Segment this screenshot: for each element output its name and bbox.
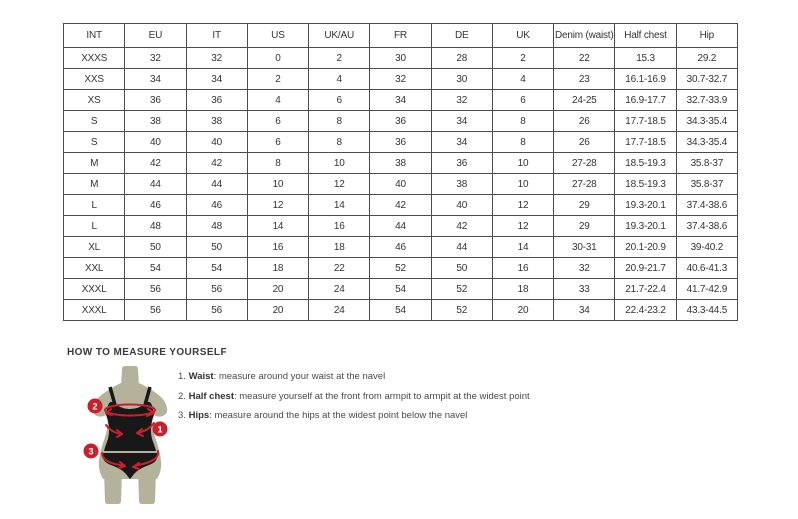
table-cell: 50 [186, 237, 247, 258]
table-cell: 24 [309, 300, 370, 321]
table-cell: 42 [186, 153, 247, 174]
table-cell: 18 [247, 258, 308, 279]
step-label: Hips [188, 410, 210, 421]
table-cell: 33 [554, 279, 615, 300]
table-cell: M [64, 174, 125, 195]
step-text: : measure around your waist at the navel [213, 371, 386, 382]
chest-marker-number: 2 [92, 401, 98, 412]
table-cell: 8 [492, 132, 553, 153]
table-cell: 36 [186, 90, 247, 111]
table-cell: XXXL [64, 300, 125, 321]
table-cell: 2 [309, 48, 370, 69]
table-cell: 20.1-20.9 [615, 237, 676, 258]
table-cell: 56 [186, 279, 247, 300]
table-cell: 36 [370, 111, 431, 132]
table-cell: 10 [309, 153, 370, 174]
table-cell: 16.9-17.7 [615, 90, 676, 111]
table-row [64, 237, 738, 258]
mannequin-figure [76, 365, 184, 505]
table-cell: 34.3-35.4 [676, 132, 737, 153]
measure-heading: HOW TO MEASURE YOURSELF [67, 347, 227, 358]
table-cell: 18.5-19.3 [615, 174, 676, 195]
table-cell: 34 [370, 90, 431, 111]
table-cell: M [64, 153, 125, 174]
table-cell: 22 [309, 258, 370, 279]
table-cell: 29 [554, 216, 615, 237]
table-cell: 21.7-22.4 [615, 279, 676, 300]
table-cell: 46 [125, 195, 186, 216]
column-header: Hip [676, 24, 737, 48]
table-cell: 44 [431, 237, 492, 258]
table-cell: XXL [64, 258, 125, 279]
table-cell: 34.3-35.4 [676, 111, 737, 132]
table-cell: L [64, 216, 125, 237]
size-chart-table [63, 23, 738, 321]
table-cell: 37.4-38.6 [676, 195, 737, 216]
table-cell: 2 [492, 48, 553, 69]
table-cell: 20.9-21.7 [615, 258, 676, 279]
table-cell: 43.3-44.5 [676, 300, 737, 321]
table-cell: 16 [492, 258, 553, 279]
table-cell: XS [64, 90, 125, 111]
table-cell: 52 [431, 279, 492, 300]
table-row [64, 48, 738, 69]
table-cell: 52 [431, 300, 492, 321]
table-cell: 41.7-42.9 [676, 279, 737, 300]
table-cell: 6 [247, 111, 308, 132]
step-number: 1. [178, 371, 186, 382]
table-cell: 16 [247, 237, 308, 258]
table-cell: 44 [186, 174, 247, 195]
step-number: 3. [178, 410, 186, 421]
column-header: Half chest [615, 24, 676, 48]
column-header: IT [186, 24, 247, 48]
table-row [64, 111, 738, 132]
table-cell: 40.6-41.3 [676, 258, 737, 279]
table-row [64, 69, 738, 90]
header-row [64, 24, 738, 48]
table-cell: 34 [554, 300, 615, 321]
step-label: Half chest [188, 390, 234, 402]
table-cell: 30.7-32.7 [676, 69, 737, 90]
column-header: DE [431, 24, 492, 48]
table-cell: 14 [309, 195, 370, 216]
table-cell: 27-28 [554, 174, 615, 195]
table-cell: 50 [125, 237, 186, 258]
column-header: EU [125, 24, 186, 48]
table-cell: 50 [431, 258, 492, 279]
table-cell: 17.7-18.5 [615, 111, 676, 132]
column-header: FR [370, 24, 431, 48]
table-cell: 12 [247, 195, 308, 216]
table-cell: 46 [370, 237, 431, 258]
table-cell: 4 [492, 69, 553, 90]
table-cell: 56 [125, 300, 186, 321]
table-cell: 30-31 [554, 237, 615, 258]
table-row [64, 174, 738, 195]
table-cell: 18.5-19.3 [615, 153, 676, 174]
step-text: : measure yourself at the front from armpit to armpit at the widest point [233, 390, 530, 402]
measure-step-half-chest [178, 392, 530, 402]
table-cell: XXXL [64, 279, 125, 300]
table-cell: 8 [492, 111, 553, 132]
table-cell: 28 [431, 48, 492, 69]
step-text: : measure around the hips at the widest point below the navel [209, 410, 468, 421]
table-cell: 36 [370, 132, 431, 153]
table-cell: 10 [492, 174, 553, 195]
table-cell: 34 [186, 69, 247, 90]
table-cell: 6 [247, 132, 308, 153]
table-cell: 54 [370, 279, 431, 300]
table-cell: 37.4-38.6 [676, 216, 737, 237]
measure-steps [178, 372, 530, 431]
table-cell: 38 [370, 153, 431, 174]
measure-step-waist [178, 372, 530, 382]
table-cell: 19.3-20.1 [615, 195, 676, 216]
table-cell: 46 [186, 195, 247, 216]
table-cell: 12 [492, 216, 553, 237]
table-cell: S [64, 111, 125, 132]
table-cell: 26 [554, 111, 615, 132]
column-header: INT [64, 24, 125, 48]
table-cell: 32 [554, 258, 615, 279]
table-cell: 54 [125, 258, 186, 279]
table-cell: 16 [309, 216, 370, 237]
table-cell: 6 [309, 90, 370, 111]
table-row [64, 216, 738, 237]
table-cell: 12 [309, 174, 370, 195]
table-cell: XXXS [64, 48, 125, 69]
table-cell: 42 [125, 153, 186, 174]
table-cell: 32 [186, 48, 247, 69]
column-header: UK/AU [309, 24, 370, 48]
table-cell: 19.3-20.1 [615, 216, 676, 237]
table-cell: S [64, 132, 125, 153]
table-cell: 32.7-33.9 [676, 90, 737, 111]
table-cell: 18 [492, 279, 553, 300]
table-cell: 20 [492, 300, 553, 321]
table-cell: 35.8-37 [676, 174, 737, 195]
table-cell: 52 [370, 258, 431, 279]
table-cell: 22 [554, 48, 615, 69]
table-cell: 44 [370, 216, 431, 237]
table-cell: 17.7-18.5 [615, 132, 676, 153]
table-cell: 38 [125, 111, 186, 132]
table-cell: 2 [247, 69, 308, 90]
table-cell: 35.8-37 [676, 153, 737, 174]
table-cell: 32 [125, 48, 186, 69]
waist-marker-number: 1 [157, 424, 163, 435]
table-cell: 40 [186, 132, 247, 153]
table-cell: 54 [186, 258, 247, 279]
table-cell: 34 [125, 69, 186, 90]
table-cell: 48 [125, 216, 186, 237]
table-cell: 4 [247, 90, 308, 111]
step-number: 2. [178, 390, 186, 402]
table-cell: 32 [370, 69, 431, 90]
table-cell: 12 [492, 195, 553, 216]
table-cell: 20 [247, 279, 308, 300]
table-cell: 10 [247, 174, 308, 195]
table-row [64, 90, 738, 111]
table-cell: 38 [431, 174, 492, 195]
table-cell: 10 [492, 153, 553, 174]
table-cell: L [64, 195, 125, 216]
table-cell: 54 [370, 300, 431, 321]
table-cell: 42 [431, 216, 492, 237]
table-row [64, 300, 738, 321]
table-cell: 32 [431, 90, 492, 111]
table-row [64, 258, 738, 279]
table-cell: 36 [125, 90, 186, 111]
table-cell: 24-25 [554, 90, 615, 111]
table-cell: 22.4-23.2 [615, 300, 676, 321]
table-row [64, 153, 738, 174]
table-cell: 38 [186, 111, 247, 132]
table-cell: 18 [309, 237, 370, 258]
table-cell: 39-40.2 [676, 237, 737, 258]
table-cell: 23 [554, 69, 615, 90]
table-cell: 42 [370, 195, 431, 216]
table-cell: 29 [554, 195, 615, 216]
table-cell: 6 [492, 90, 553, 111]
table-cell: 44 [125, 174, 186, 195]
table-cell: 8 [247, 153, 308, 174]
measure-step-hips [178, 411, 530, 421]
table-cell: 4 [309, 69, 370, 90]
table-cell: XXS [64, 69, 125, 90]
table-cell: 40 [431, 195, 492, 216]
table-cell: 30 [431, 69, 492, 90]
table-cell: 40 [125, 132, 186, 153]
table-cell: 24 [309, 279, 370, 300]
table-cell: 8 [309, 111, 370, 132]
table-cell: 56 [125, 279, 186, 300]
table-cell: 0 [247, 48, 308, 69]
step-label: Waist [188, 371, 214, 382]
table-cell: 34 [431, 111, 492, 132]
table-row [64, 132, 738, 153]
table-row [64, 279, 738, 300]
table-cell: 27-28 [554, 153, 615, 174]
table-cell: 36 [431, 153, 492, 174]
table-cell: XL [64, 237, 125, 258]
table-cell: 30 [370, 48, 431, 69]
table-row [64, 195, 738, 216]
table-cell: 26 [554, 132, 615, 153]
table-cell: 14 [492, 237, 553, 258]
table-cell: 8 [309, 132, 370, 153]
hips-marker-number: 3 [88, 446, 94, 457]
table-cell: 34 [431, 132, 492, 153]
column-header: UK [492, 24, 553, 48]
table-cell: 14 [247, 216, 308, 237]
table-cell: 56 [186, 300, 247, 321]
table-cell: 40 [370, 174, 431, 195]
table-cell: 20 [247, 300, 308, 321]
column-header: US [247, 24, 308, 48]
table-cell: 15.3 [615, 48, 676, 69]
column-header: Denim (waist) [554, 24, 615, 48]
table-cell: 16.1-16.9 [615, 69, 676, 90]
table-cell: 29.2 [676, 48, 737, 69]
table-cell: 48 [186, 216, 247, 237]
